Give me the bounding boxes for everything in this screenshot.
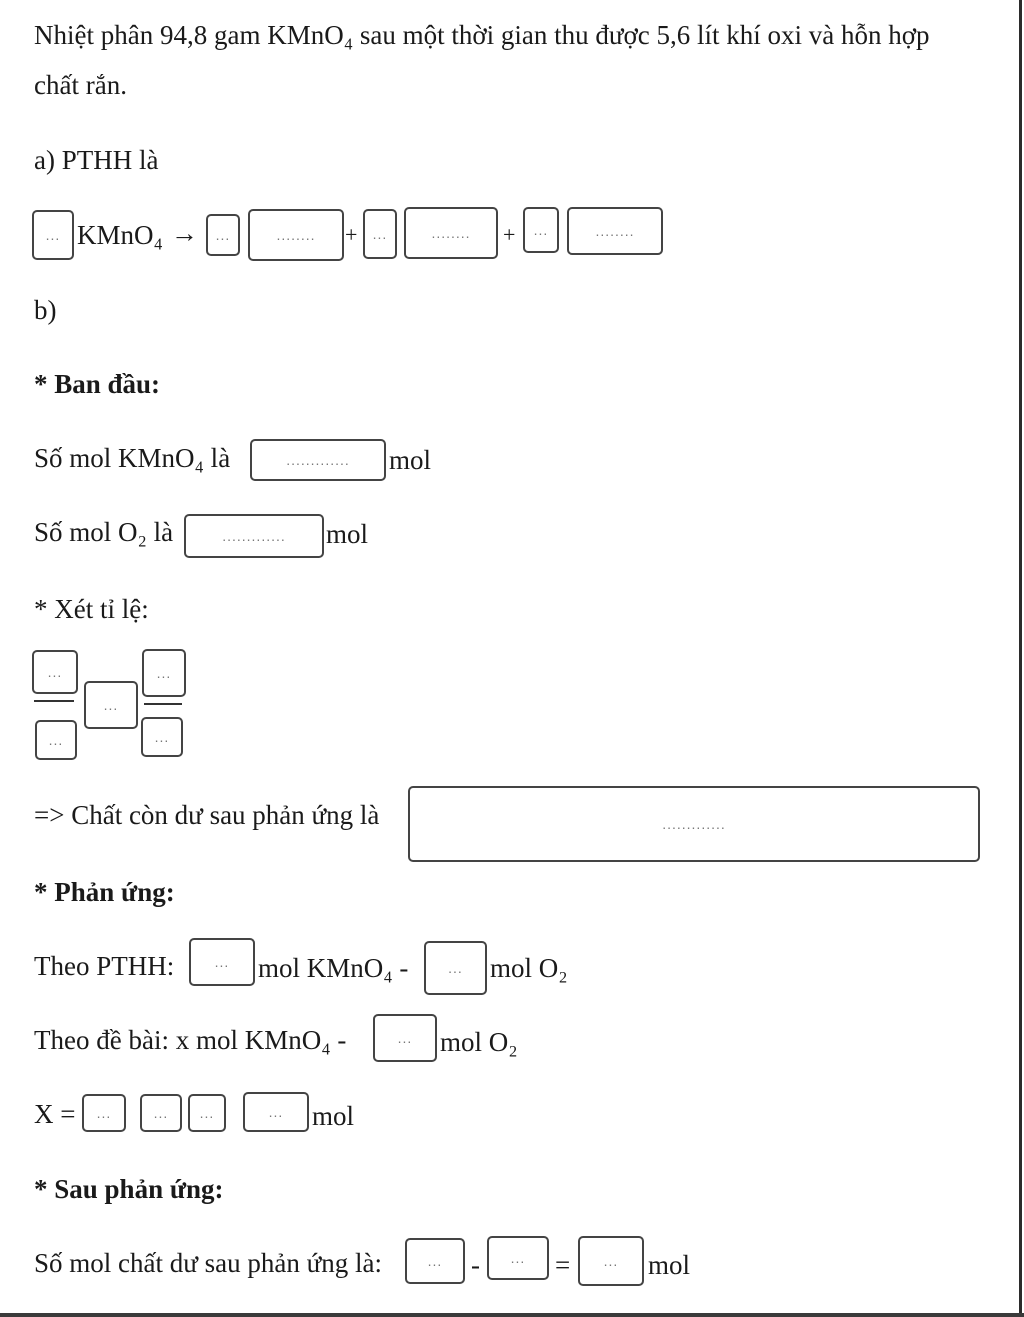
part-b-heading: b) <box>34 295 57 325</box>
minus-sign: - <box>471 1250 480 1280</box>
page-border-bottom <box>0 1313 1024 1317</box>
mol-kmno4-label: Số mol KMnO₄ là <box>34 443 231 473</box>
ban-dau-heading: * Ban đầu: <box>34 369 161 399</box>
xet-ti-le-heading: * Xét tỉ lệ: <box>34 594 149 624</box>
chat-du-input[interactable]: ............. <box>408 786 980 862</box>
mol-o2-input[interactable]: ............. <box>184 514 324 558</box>
ratio-2-numerator-input[interactable]: ... <box>142 649 186 697</box>
product-3-input[interactable]: ........ <box>567 207 663 255</box>
part-a-heading: a) PTHH là <box>34 145 159 175</box>
theo-de-bai-label: Theo đề bài: x mol KMnO₄ - <box>34 1025 347 1055</box>
sau-phan-ung-label: Số mol chất dư sau phản ứng là: <box>34 1248 382 1278</box>
x-result-input[interactable]: ... <box>243 1092 309 1132</box>
product-1-input[interactable]: ........ <box>248 209 344 261</box>
x-unit: mol <box>312 1101 355 1131</box>
de-bai-mol-o2-text: mol O₂ <box>440 1027 518 1057</box>
mol-o2-unit: mol <box>326 519 369 549</box>
phan-ung-heading: * Phản ứng: <box>34 877 175 907</box>
chat-du-result-input[interactable]: ... <box>578 1236 644 1286</box>
ptth-mol-kmno4-input[interactable]: ... <box>189 938 255 986</box>
mol-kmno4-input[interactable]: ............. <box>250 439 386 481</box>
x-factor-2-input[interactable]: ... <box>140 1094 182 1132</box>
x-factor-1-input[interactable]: ... <box>82 1094 126 1132</box>
page-border-right <box>1019 0 1022 1317</box>
ptth-mol-kmno4-text: mol KMnO₄ - <box>258 953 409 983</box>
chat-du-initial-input[interactable]: ... <box>405 1238 465 1284</box>
mol-o2-label: Số mol O₂ là <box>34 517 174 547</box>
coef-product-2-input[interactable]: ... <box>363 209 397 259</box>
chat-du-unit: mol <box>648 1250 691 1280</box>
ratio-1-numerator-input[interactable]: ... <box>32 650 78 694</box>
chat-du-label: => Chất còn dư sau phản ứng là <box>34 800 380 830</box>
reaction-arrow: → <box>171 218 198 248</box>
chat-du-reacted-input[interactable]: ... <box>487 1236 549 1280</box>
ratio-1-denominator-input[interactable]: ... <box>35 720 77 760</box>
x-divisor-input[interactable]: ... <box>188 1094 226 1132</box>
theo-ptth-label: Theo PTHH: <box>34 951 175 981</box>
problem-line-2: chất rắn. <box>34 70 127 100</box>
problem-line-1: Nhiệt phân 94,8 gam KMnO₄ sau một thời gian thu được 5,6 lít khí oxi và hỗn hợp <box>34 20 930 50</box>
de-bai-mol-o2-input[interactable]: ... <box>373 1014 437 1062</box>
compare-sign-input[interactable]: ... <box>84 681 138 729</box>
ptth-mol-o2-input[interactable]: ... <box>424 941 487 995</box>
ratio-2-fraction-bar <box>144 703 182 705</box>
plus-sign-2: + <box>503 222 516 247</box>
plus-sign-1: + <box>345 222 358 247</box>
ratio-1-fraction-bar <box>34 700 74 702</box>
x-label: X = <box>34 1099 76 1129</box>
coef-product-1-input[interactable]: ... <box>206 214 240 256</box>
coef-product-3-input[interactable]: ... <box>523 207 559 253</box>
reactant-formula: KMnO₄ <box>77 220 163 250</box>
ptth-mol-o2-text: mol O₂ <box>490 953 568 983</box>
sau-phan-ung-heading: * Sau phản ứng: <box>34 1174 224 1204</box>
product-2-input[interactable]: ........ <box>404 207 498 259</box>
mol-kmno4-unit: mol <box>389 445 432 475</box>
ratio-2-denominator-input[interactable]: ... <box>141 717 183 757</box>
coef-kmno4-input[interactable]: ... <box>32 210 74 260</box>
equals-sign: = <box>555 1250 571 1280</box>
